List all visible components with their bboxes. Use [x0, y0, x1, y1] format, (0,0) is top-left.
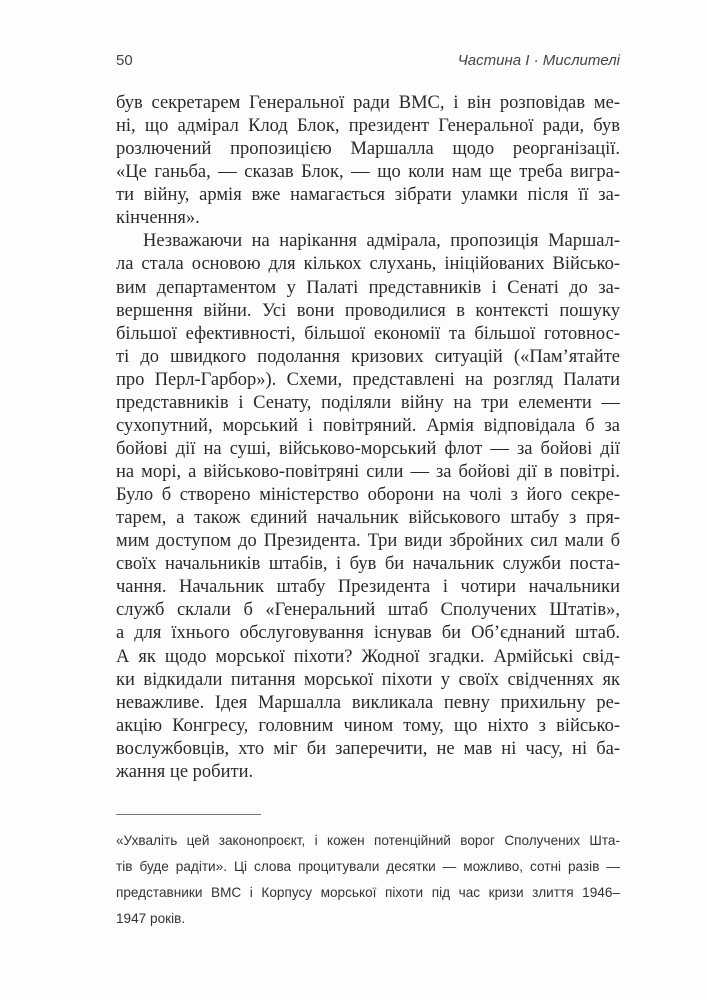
text-line: був секретарем Генеральної ради ВМС, і він розповідав ме-: [116, 93, 620, 113]
footnote-line: тів буде радіти». Ці слова процитували десятки — можливо, сотні разів —: [116, 859, 620, 874]
text-line: «Це ганьба, — сказав Блок, — що коли нам ще треба вигра-: [116, 162, 620, 183]
text-line: чання. Начальник штабу Президента і чотири начальники: [116, 577, 620, 598]
text-line: Було б створено міністерство оборони на чолі з його секре-: [116, 485, 620, 506]
text-line: про Перл-Гарбор»). Схеми, представлені на розгляд Палати: [116, 369, 620, 390]
page-header: [116, 52, 620, 74]
text-line: на морі, а військово-повітряні сили — за бойові дії в повітрі.: [116, 462, 620, 482]
text-line: А як щодо морської піхоти? Жодної згадки. Армійські свід-: [116, 646, 620, 667]
footnote-line: «Ухваліть цей законопроєкт, і кожен потенційний ворог Сполучених Шта-: [116, 833, 620, 848]
text-line: неважливе. Ідея Маршалла викликала певну прихильну ре-: [116, 692, 620, 713]
text-line: представників і Сенату, поділяли війну на три елементи —: [116, 392, 620, 413]
text-line: ки відкидали питання морської піхоти у своїх свідченнях як: [116, 669, 620, 690]
text-line: тарем, а також єдиний начальник військового штабу з пря-: [116, 508, 620, 529]
running-title: Частина I · Мислителі: [457, 52, 620, 69]
text-line: більшої ефективності, більшої економії та більшої готовнос-: [116, 323, 620, 344]
text-line: мим доступом до Президента. Три види збройних сил мали б: [116, 531, 620, 552]
text-line: вим департаментом у Палаті представників і Сенаті до за-: [116, 277, 620, 298]
text-line: Незважаючи на нарікання адмірала, пропозиція Маршал-: [143, 231, 620, 252]
text-line: ті до швидкого подолання кризових ситуацій («Пам’ятайте: [116, 346, 620, 367]
text-line: своїх начальників штабів, і був би начальник служби поста-: [116, 554, 620, 575]
text-line: ла стала основою для кількох слухань, ініційованих Військо-: [116, 254, 620, 275]
footnote-divider: [116, 814, 261, 815]
text-line: бойові дії на суші, військово-морський флот — за бойові дії: [116, 438, 620, 459]
text-line: жання це робити.: [116, 761, 254, 782]
text-line: вершення війни. Усі вони проводилися в контексті пошуку: [116, 300, 620, 321]
footnote-line: представники ВМС і Корпусу морської піхоти під час кризи злиття 1946–: [116, 885, 620, 900]
text-line: розлючений пропозицією Маршалла щодо реорганізації.: [116, 139, 620, 160]
body-text: [116, 92, 620, 784]
text-line: ні, що адмірал Клод Блок, президент Генеральної ради, був: [116, 116, 620, 137]
text-line: ти війну, армія вже намагається зібрати уламки після її за-: [116, 185, 620, 206]
text-line: служб склали б «Генеральний штаб Сполучених Штатів»,: [116, 600, 620, 621]
text-line: кінчення».: [116, 208, 200, 229]
text-line: сухопутний, морський і повітряний. Армія відповідала б за: [116, 415, 620, 436]
text-line: а для їхнього обслуговування існував би Об’єднаний штаб.: [116, 623, 620, 644]
page-number: 50: [116, 52, 133, 69]
text-line: акцію Конгресу, головним чином тому, що ніхто з військо-: [116, 715, 620, 736]
text-line: вослужбовців, хто міг би заперечити, не мав ні часу, ні ба-: [116, 738, 620, 759]
footnote-line: 1947 років.: [116, 911, 186, 926]
footnote: [116, 828, 620, 932]
